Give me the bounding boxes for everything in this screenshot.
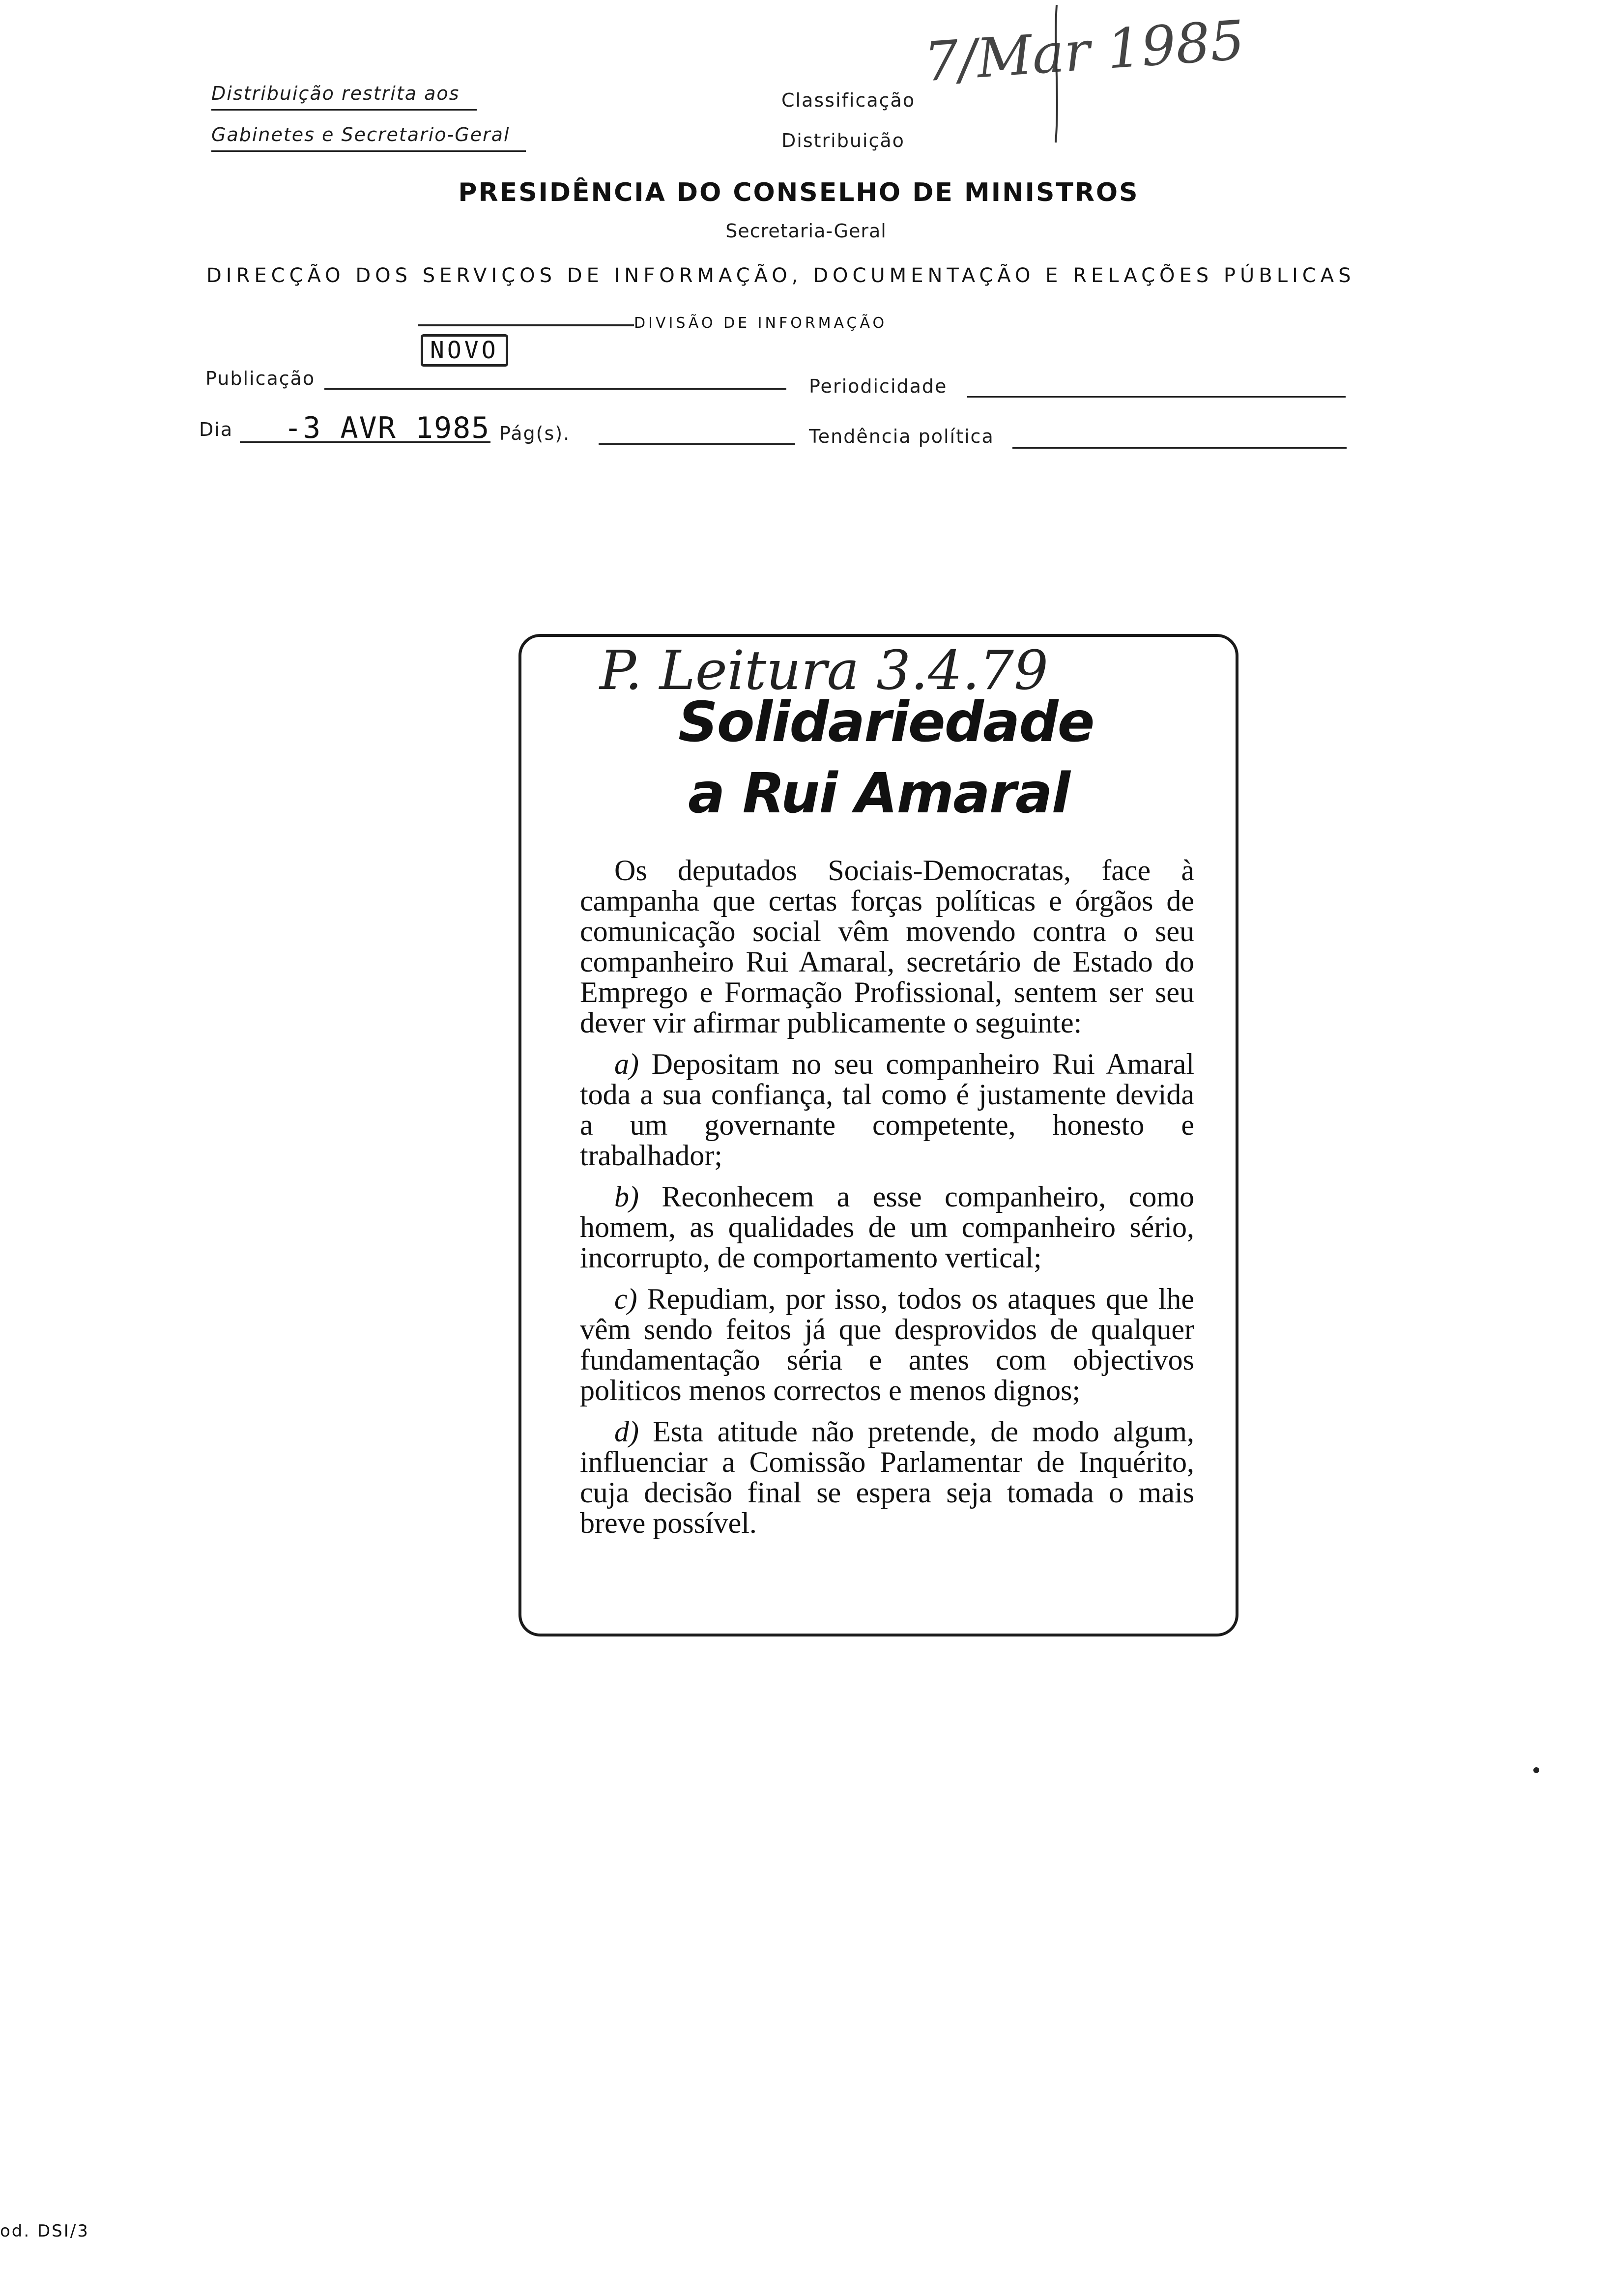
item-text: Repudiam, por isso, todos os ataques que lhe vêm sendo feitos já que desprovidos de qualquer fundamentação séria e antes com objectivos politicos menos correctos e menos dignos;: [580, 1283, 1195, 1406]
item-marker: b): [614, 1180, 639, 1213]
publicacao-line: [324, 388, 786, 390]
article-item-c: [580, 1284, 1194, 1406]
article-item-d: [580, 1416, 1194, 1538]
distribution-underline-1: [211, 109, 477, 111]
division-label: DIVISÃO DE INFORMAÇÃO: [634, 315, 888, 332]
office-subtitle: Secretaria-Geral: [725, 220, 887, 242]
item-marker: a): [614, 1048, 639, 1080]
pags-label: Pág(s).: [499, 423, 571, 444]
article-item-a: [580, 1049, 1194, 1171]
article-intro: Os deputados Sociais-Democratas, face à campanha que certas forças políticas e órgãos de comunicação social vêm movendo contra o seu companheiro Rui Amaral, secretário de Estado do Emprego e Formação Profissional, sentem ser seu dever vir afirmar publicamente o seguinte:: [580, 854, 1194, 1039]
handwritten-annotation: 7/Mar 1985: [922, 8, 1247, 94]
clipping-handwritten-note: P. Leitura 3.4.79: [600, 639, 1049, 702]
classificacao-label: Classificação: [781, 89, 916, 111]
item-text: Reconhecem a esse companheiro, como homem, as qualidades de um companheiro sério, incorrupto, de comportamento vertical;: [580, 1180, 1195, 1274]
division-underline: [418, 324, 634, 326]
item-marker: d): [614, 1415, 639, 1448]
distribuicao-label: Distribuição: [781, 130, 905, 151]
tendencia-line: [1012, 447, 1347, 449]
distribution-underline-2: [211, 150, 526, 152]
periodicidade-line: [967, 396, 1346, 398]
form-code: od. DSI/3: [0, 2221, 89, 2241]
directorate-line: DIRECÇÃO DOS SERVIÇOS DE INFORMAÇÃO, DOCUMENTAÇÃO E RELAÇÕES PÚBLICAS: [206, 264, 1355, 287]
item-text: Depositam no seu companheiro Rui Amaral toda a sua confiança, tal como é justamente devida a um governante competente, honesto e trabalhador;: [580, 1048, 1195, 1172]
item-marker: c): [614, 1283, 637, 1315]
article-body: [580, 855, 1194, 1538]
stray-dot: [1533, 1767, 1539, 1773]
item-text: Esta atitude não pretende, de modo algum, influenciar a Comissão Parlamentar de Inquérito, cuja decisão final se espera seja tomada o mais breve possível.: [580, 1415, 1194, 1539]
headline-line-1: Solidariedade: [678, 690, 1094, 754]
distribution-line-2: Gabinetes e Secretario-Geral: [211, 124, 510, 145]
publicacao-label: Publicação: [205, 368, 316, 389]
pags-line: [599, 443, 795, 445]
distribution-line-1: Distribuição restrita aos: [211, 83, 460, 104]
publicacao-stamp: NOVO: [421, 334, 508, 367]
handwritten-stroke: [1047, 5, 1066, 143]
tendencia-label: Tendência política: [809, 426, 994, 447]
periodicidade-label: Periodicidade: [809, 375, 948, 397]
article-item-b: [580, 1181, 1194, 1273]
office-title: PRESIDÊNCIA DO CONSELHO DE MINISTROS: [458, 178, 1139, 207]
dia-label: Dia: [199, 419, 233, 440]
dia-stamp: -3 AVR 1985: [284, 411, 490, 445]
headline-line-2: a Rui Amaral: [688, 762, 1069, 826]
